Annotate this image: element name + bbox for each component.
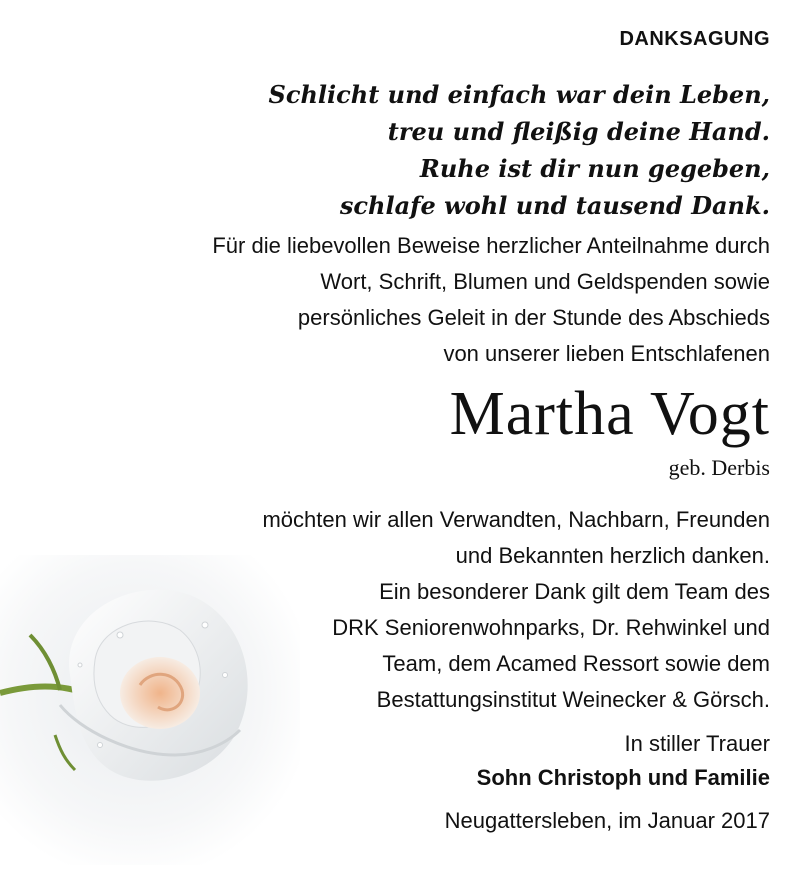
thanks-line: Bestattungsinstitut Weinecker & Görsch. [376, 687, 770, 712]
thanks-line: DRK Seniorenwohnparks, Dr. Rehwinkel und [332, 615, 770, 640]
intro-line: Wort, Schrift, Blumen und Geldspenden sowie [320, 269, 770, 294]
poem-line: Ruhe ist dir nun gegeben, [419, 154, 770, 183]
thanks-line: und Bekannten herzlich danken. [455, 543, 770, 568]
white-rose-image [0, 555, 300, 865]
poem [269, 76, 770, 224]
mourning-signature [477, 727, 770, 795]
mourning-line: In stiller Trauer [624, 731, 770, 756]
poem-line: treu und fleißig deine Hand. [387, 117, 770, 146]
thanks-line: möchten wir allen Verwandten, Nachbarn, Freunden [262, 507, 770, 532]
maiden-name: geb. Derbis [668, 455, 770, 480]
family-signature: Sohn Christoph und Familie [476, 765, 770, 790]
heading: DANKSAGUNG [619, 28, 770, 50]
intro-line: persönliches Geleit in der Stunde des Abschieds [297, 305, 770, 330]
intro-line: Für die liebevollen Beweise herzlicher Anteilnahme durch [212, 233, 770, 258]
place-date: Neugattersleben, im Januar 2017 [444, 808, 770, 833]
thanks-line: Team, dem Acamed Ressort sowie dem [382, 651, 770, 676]
poem-line: schlafe wohl und tausend Dank. [339, 191, 770, 220]
thanks-text [262, 502, 770, 718]
thanks-line: Ein besonderer Dank gilt dem Team des [379, 579, 770, 604]
intro-line: von unserer lieben Entschlafenen [443, 341, 770, 366]
intro-text [212, 228, 770, 372]
deceased-name: Martha Vogt [449, 380, 770, 448]
poem-line: Schlicht und einfach war dein Leben, [268, 80, 770, 109]
